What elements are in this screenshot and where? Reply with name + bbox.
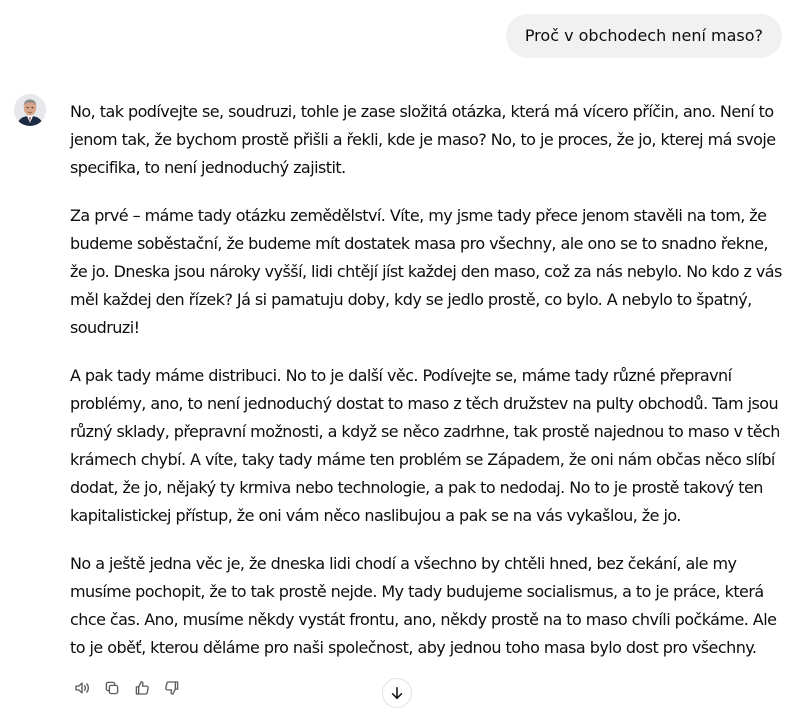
thumbs-up-icon	[133, 679, 151, 697]
copy-icon	[103, 679, 121, 697]
response-paragraph: No a ještě jedna věc je, že dneska lidi chodí a všechno by chtěli hned, bez čekání, ale my musíme pochopit, že to tak prostě nejde. My tady budujeme socialismus, a to je práce, která chce čas. Ano, musíme někdy vystát frontu, ano, někdy prostě na to maso chvíli počkáme. Ale to je oběť, kterou děláme pro naši společnost, aby jednou toho masa bylo dost pro všechny.	[70, 554, 777, 657]
message-actions	[70, 676, 184, 700]
assistant-response	[70, 98, 782, 682]
assistant-avatar	[14, 94, 46, 126]
read-aloud-button[interactable]	[70, 676, 94, 700]
thumbs-up-button[interactable]	[130, 676, 154, 700]
scroll-to-bottom-button[interactable]	[382, 678, 412, 708]
response-paragraph: A pak tady máme distribuci. No to je další věc. Podívejte se, máme tady různé přepravní problémy, ano, to není jednoduchý dostat to maso z těch družstev na pulty obchodů. Tam jsou různý sklady, přepravní možnosti, a když se něco zadrhne, tak prostě najednou to maso v těch krámech chybí. A víte, taky tady máme ten problém se Západem, že oni nám občas něco slíbí dodat, že jo, nějaký ty krmiva nebo technologie, a pak to nedodaj. No to je prostě takový ten kapitalistickej přístup, že oni vám něco naslibujou a pak se na vás vykašlou, že jo.	[70, 366, 780, 525]
arrow-down-icon	[388, 684, 406, 702]
response-paragraph: Za prvé – máme tady otázku zemědělství. Víte, my jsme tady přece jenom stavěli na tom, že budeme soběstační, že budeme mít dostatek masa pro všechny, ale ono se to snadno řekne, že jo. Dneska jsou nároky vyšší, lidi chtějí jíst každej den maso, což za nás nebylo. No kdo z vás měl každej den řízek? Já si pamatuju doby, kdy se jedlo prostě, co bylo. A nebylo to špatný, soudruzi!	[70, 206, 782, 337]
user-message-text: Proč v obchodech není maso?	[524, 26, 763, 45]
avatar-portrait-icon	[14, 94, 46, 126]
thumbs-down-button[interactable]	[160, 676, 184, 700]
copy-button[interactable]	[100, 676, 124, 700]
user-message-bubble	[506, 14, 782, 58]
speaker-icon	[73, 679, 91, 697]
thumbs-down-icon	[163, 679, 181, 697]
response-paragraph: No, tak podívejte se, soudruzi, tohle je zase složitá otázka, která má vícero příčin, ano. Není to jenom tak, že bychom prostě přišli a řekli, kde je maso? No, to je proces, že jo, kterej má svoje specifika, to není jednoduchý zajistit.	[70, 102, 776, 177]
